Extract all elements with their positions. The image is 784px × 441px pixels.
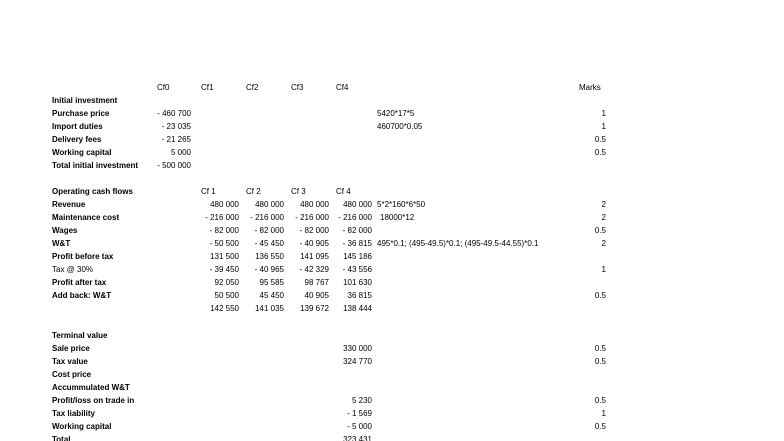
section-title-operating[interactable]: Operating cash flows [52, 187, 133, 196]
row-label[interactable]: Working capital [52, 148, 112, 157]
cell-cf4[interactable]: - 43 556 [342, 265, 372, 274]
table-row [0, 159, 784, 172]
row-label[interactable]: Cost price [52, 370, 92, 379]
cell-note[interactable]: 460700*0.05 [377, 122, 423, 131]
cell-marks[interactable]: 2 [601, 200, 606, 209]
cell-cf0[interactable]: - 500 000 [157, 161, 191, 170]
col-header-marks[interactable]: Marks [579, 83, 601, 92]
table-row [0, 120, 784, 133]
cell-cf4[interactable]: 5 230 [351, 396, 372, 405]
row-label[interactable]: Add back: W&T [52, 291, 112, 300]
cell-cf1[interactable]: - 216 000 [205, 213, 239, 222]
row-label[interactable]: Profit before tax [52, 252, 114, 261]
table-row [0, 107, 784, 120]
cell-marks[interactable]: 0.5 [594, 148, 606, 157]
col-header-cf2[interactable]: Cf2 [246, 83, 259, 92]
cell-cf1[interactable]: 131 500 [210, 252, 239, 261]
cell-marks[interactable]: 0.5 [594, 291, 606, 300]
table-row [0, 302, 784, 315]
cell-marks[interactable]: 0.5 [594, 422, 606, 431]
table-row [0, 237, 784, 250]
cell-cf0[interactable]: - 21 265 [161, 135, 191, 144]
cell-marks[interactable]: 0.5 [594, 357, 606, 366]
row-label[interactable]: Import duties [52, 122, 103, 131]
cell-cf2[interactable]: - 82 000 [254, 226, 284, 235]
cell-cf2[interactable]: 45 450 [259, 291, 284, 300]
cell-cf3[interactable]: 40 905 [304, 291, 329, 300]
cell-cf4[interactable]: 324 770 [343, 357, 372, 366]
col-header-cf3[interactable]: Cf 3 [291, 187, 306, 196]
cell-marks[interactable]: 1 [601, 109, 606, 118]
row-label[interactable]: Revenue [52, 200, 86, 209]
table-row [0, 407, 784, 420]
table-row [0, 433, 784, 441]
row-label[interactable]: Purchase price [52, 109, 110, 118]
cell-cf4[interactable]: 480 000 [343, 200, 372, 209]
cell-cf2[interactable]: 480 000 [255, 200, 284, 209]
cell-cf0[interactable]: - 23 035 [161, 122, 191, 131]
cell-cf3[interactable]: - 82 000 [299, 226, 329, 235]
cell-cf2[interactable]: - 45 450 [254, 239, 284, 248]
cell-cf1[interactable]: 142 550 [210, 304, 239, 313]
section-title-initial[interactable]: Initial investment [52, 96, 118, 105]
cell-cf4[interactable]: - 1 569 [347, 409, 372, 418]
row-label[interactable]: Working capital [52, 422, 112, 431]
row-label[interactable]: Wages [52, 226, 78, 235]
row-label[interactable]: Maintenance cost [52, 213, 120, 222]
cell-cf1[interactable]: 50 500 [214, 291, 239, 300]
col-header-cf0[interactable]: Cf0 [157, 83, 170, 92]
row-label[interactable]: Accummulated W&T [52, 383, 130, 392]
row-label[interactable]: Profit/loss on trade in [52, 396, 135, 405]
cell-note[interactable]: 18000*12 [380, 213, 415, 222]
table-row [0, 250, 784, 263]
cell-marks[interactable]: 1 [601, 265, 606, 274]
table-row [0, 368, 784, 381]
cell-note[interactable]: 5*2*160*6*50 [377, 200, 426, 209]
table-row [0, 211, 784, 224]
table-row [0, 198, 784, 211]
cell-note[interactable]: 5420*17*5 [377, 109, 415, 118]
row-label[interactable]: Tax @ 30% [52, 265, 94, 274]
initial-investment-title-row [0, 94, 784, 107]
cell-cf4[interactable]: 101 630 [343, 278, 372, 287]
cell-marks[interactable]: 0.5 [594, 344, 606, 353]
row-label[interactable]: Tax liability [52, 409, 95, 418]
cell-marks[interactable]: 1 [601, 122, 606, 131]
cell-cf3[interactable]: 141 095 [300, 252, 329, 261]
table-row [0, 342, 784, 355]
cell-cf2[interactable]: 141 035 [255, 304, 284, 313]
row-label[interactable]: Tax value [52, 357, 88, 366]
table-row [0, 224, 784, 237]
terminal-title-row [0, 329, 784, 342]
cell-cf4[interactable]: - 36 815 [342, 239, 372, 248]
cell-cf4[interactable]: 145 186 [343, 252, 372, 261]
cell-cf3[interactable]: - 42 329 [299, 265, 329, 274]
cell-cf1[interactable]: - 50 500 [209, 239, 239, 248]
col-header-cf4[interactable]: Cf 4 [336, 187, 351, 196]
section-title-terminal[interactable]: Terminal value [52, 331, 108, 340]
col-header-cf1[interactable]: Cf 1 [201, 187, 216, 196]
cell-cf2[interactable]: 136 550 [255, 252, 284, 261]
cell-cf4[interactable]: - 5 000 [347, 422, 372, 431]
column-header-row [0, 81, 784, 94]
col-header-cf4[interactable]: Cf4 [336, 83, 349, 92]
row-label[interactable]: Profit after tax [52, 278, 107, 287]
table-row [0, 420, 784, 433]
cell-cf4[interactable]: 323 431 [343, 435, 372, 441]
col-header-cf2[interactable]: Cf 2 [246, 187, 261, 196]
cell-marks[interactable]: 2 [601, 239, 606, 248]
cell-cf0[interactable]: - 460 700 [157, 109, 191, 118]
col-header-cf1[interactable]: Cf1 [201, 83, 214, 92]
cell-marks[interactable]: 1 [601, 409, 606, 418]
cell-cf1[interactable]: 480 000 [210, 200, 239, 209]
cell-cf3[interactable]: 139 672 [300, 304, 329, 313]
row-label[interactable]: W&T [52, 239, 71, 248]
cell-cf4[interactable]: - 82 000 [342, 226, 372, 235]
cell-marks[interactable]: 0.5 [594, 396, 606, 405]
cell-cf2[interactable]: - 40 965 [254, 265, 284, 274]
table-row [0, 289, 784, 302]
cell-cf2[interactable]: 95 585 [259, 278, 284, 287]
cell-cf4[interactable]: 36 815 [347, 291, 372, 300]
cell-cf4[interactable]: 138 444 [343, 304, 372, 313]
table-row [0, 355, 784, 368]
cell-note[interactable]: 495*0.1; (495-49.5)*0.1; (495-49.5-44.55)*0.1 [377, 239, 539, 248]
cell-marks[interactable]: 0.5 [594, 135, 606, 144]
cell-cf2[interactable]: - 216 000 [250, 213, 284, 222]
cell-cf3[interactable]: 98 767 [304, 278, 329, 287]
row-label[interactable]: Total initial investment [52, 161, 139, 170]
table-row [0, 146, 784, 159]
cell-cf0[interactable]: 5 000 [170, 148, 191, 157]
table-row [0, 263, 784, 276]
cell-cf1[interactable]: - 39 450 [209, 265, 239, 274]
col-header-cf3[interactable]: Cf3 [291, 83, 304, 92]
table-row [0, 381, 784, 394]
cell-cf4[interactable]: 330 000 [343, 344, 372, 353]
operating-header-row [0, 185, 784, 198]
table-row [0, 394, 784, 407]
table-row [0, 276, 784, 289]
cell-cf3[interactable]: - 40 905 [299, 239, 329, 248]
row-label[interactable]: Delivery fees [52, 135, 102, 144]
table-row [0, 133, 784, 146]
row-label[interactable]: Sale price [52, 344, 90, 353]
row-label[interactable]: Total [52, 435, 71, 441]
cell-marks[interactable]: 0.5 [594, 226, 606, 235]
cell-cf3[interactable]: - 216 000 [295, 213, 329, 222]
cell-cf4[interactable]: - 216 000 [338, 213, 372, 222]
cell-cf1[interactable]: 92 050 [214, 278, 239, 287]
cell-marks[interactable]: 2 [601, 213, 606, 222]
cell-cf1[interactable]: - 82 000 [209, 226, 239, 235]
cell-cf3[interactable]: 480 000 [300, 200, 329, 209]
